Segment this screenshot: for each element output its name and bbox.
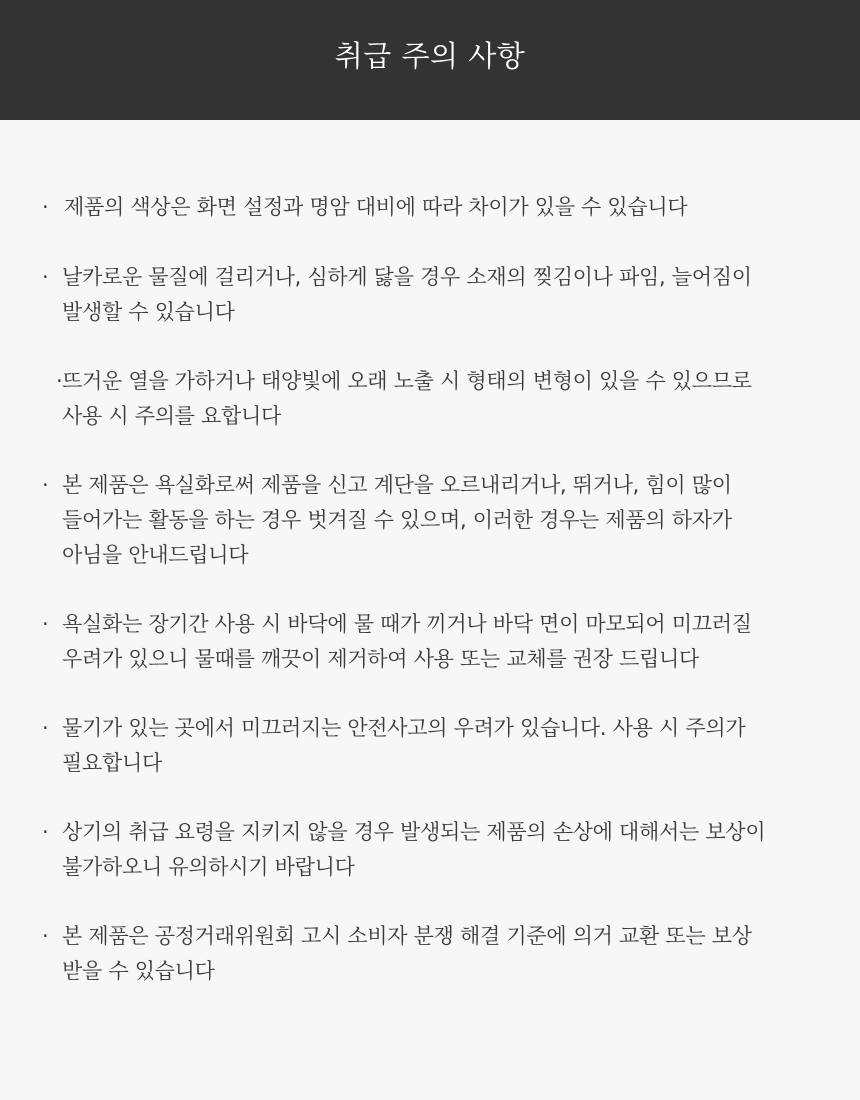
bullet: · [42,195,49,219]
notice-item-wear [42,607,832,677]
notice-text: 필요합니다 [62,751,162,775]
bullet: · [42,820,49,844]
bullet: · [56,369,63,393]
notice-text: 날카로운 물질에 걸리거나, 심하게 닳을 경우 소재의 찢김이나 파임, 늘어짐이 [62,265,752,289]
notice-text: 받을 수 있습니다 [62,959,215,983]
notice-item-activity [42,468,832,573]
bullet: · [42,612,49,636]
notice-text: 본 제품은 욕실화로써 제품을 신고 계단을 오르내리거나, 뛰거나, 힘이 많이 [62,473,732,497]
notice-item-sharp-objects [42,260,832,330]
notice-text: 물기가 있는 곳에서 미끄러지는 안전사고의 우려가 있습니다. 사용 시 주의가 [62,716,746,740]
notice-text: 사용 시 주의를 요합니다 [62,404,281,428]
bullet: · [42,716,49,740]
notice-text: 불가하오니 유의하시기 바랍니다 [62,855,355,879]
notice-text: 욕실화는 장기간 사용 시 바닥에 물 때가 끼거나 바닥 면이 마모되어 미끄러질 [62,612,752,636]
bullet: · [42,473,49,497]
notice-text: 제품의 색상은 화면 설정과 명암 대비에 따라 차이가 있을 수 있습니다 [64,195,688,219]
notice-item-color [42,190,832,225]
bullet: · [42,924,49,948]
notice-text: 들어가는 활동을 하는 경우 벗겨질 수 있으며, 이러한 경우는 제품의 하자가 [62,508,732,532]
notice-item-exchange [42,919,832,989]
notice-item-slippery [42,711,832,781]
bullet: · [42,265,49,289]
notice-item-compensation-limit [42,815,832,885]
notice-text: 뜨거운 열을 가하거나 태양빛에 오래 노출 시 형태의 변형이 있을 수 있으므로 [62,369,752,393]
notice-text: 본 제품은 공정거래위원회 고시 소비자 분쟁 해결 기준에 의거 교환 또는 보상 [62,924,752,948]
notice-text: 상기의 취급 요령을 지키지 않을 경우 발생되는 제품의 손상에 대해서는 보상이 [62,820,766,844]
page-title: 취급 주의 사항 [334,38,526,73]
notice-text: 우려가 있으니 물때를 깨끗이 제거하여 사용 또는 교체를 권장 드립니다 [62,647,699,671]
notice-text: 발생할 수 있습니다 [62,300,235,324]
notice-text: 아님을 안내드립니다 [62,543,249,567]
notice-item-heat [42,364,832,434]
header-bar [0,0,860,120]
